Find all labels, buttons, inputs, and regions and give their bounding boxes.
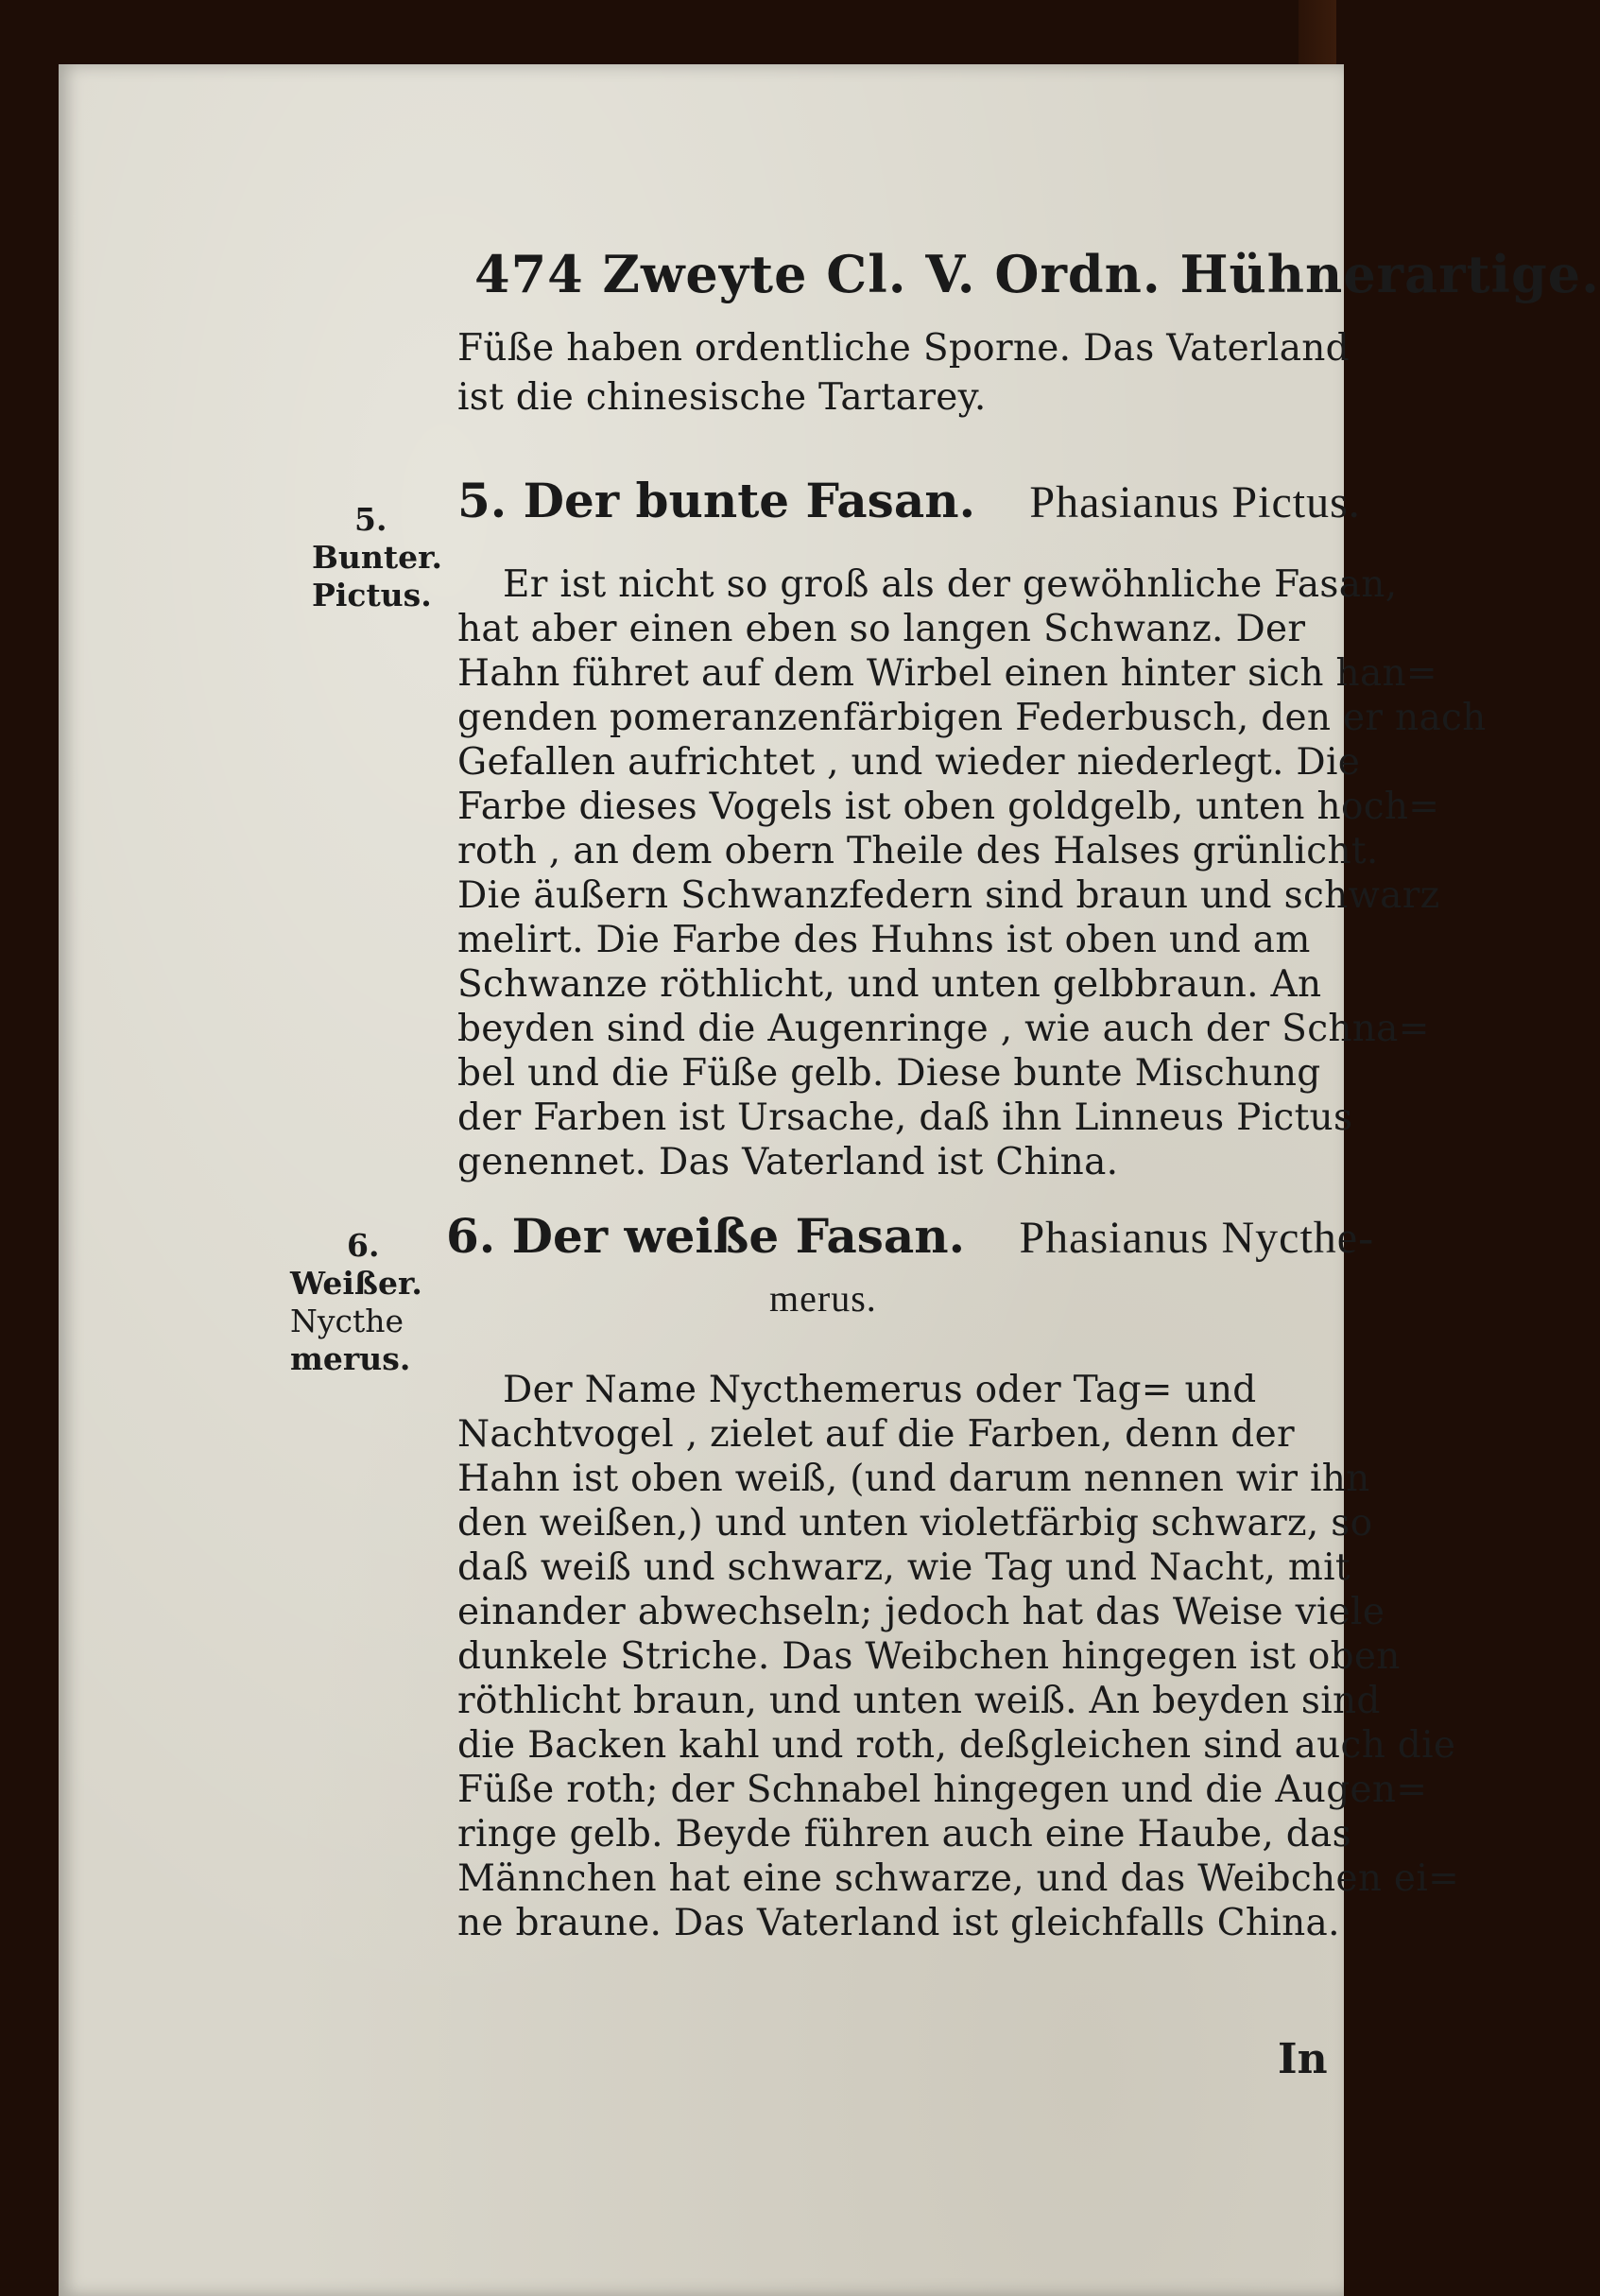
section-5-line: Hahn führet auf dem Wirbel einen hinter sich han=: [457, 652, 1437, 695]
section-5-line: Schwanze röthlicht, und unten gelbbraun. An: [457, 963, 1322, 1006]
section-5-line: Gefallen aufrichtet , und wieder niederlegt. Die: [457, 741, 1361, 784]
margin-note-name: Weißer.: [290, 1265, 422, 1302]
section-6-line: Der Name Nycthemerus oder Tag= und: [503, 1369, 1257, 1411]
section-5-line: beyden sind die Augenringe , wie auch der Schna=: [457, 1008, 1430, 1050]
section-6-line: Nachtvogel , zielet auf die Farben, denn der: [457, 1413, 1295, 1456]
section-6-line: ringe gelb. Beyde führen auch eine Haube, das: [457, 1813, 1351, 1856]
section-6-line: die Backen kahl und roth, deßgleichen sind auch die: [457, 1724, 1456, 1767]
intro-line: Füße haben ordentliche Sporne. Das Vaterland: [457, 327, 1350, 370]
running-header: 474 Zweyte Cl. V. Ordn. Hühnerartige.: [474, 244, 1600, 304]
section-5-line: melirt. Die Farbe des Huhns ist oben und am: [457, 919, 1311, 961]
section-6-latin-continuation: merus.: [769, 1277, 877, 1320]
section-6-latin-name: Phasianus Nycthe-: [1019, 1213, 1375, 1263]
section-6-line: ne braune. Das Vaterland ist gleichfalls China.: [457, 1902, 1340, 1944]
section-6-line: den weißen,) und unten violetfärbig schwarz, so: [457, 1502, 1373, 1545]
section-6-line: Hahn ist oben weiß, (und darum nennen wir ihn: [457, 1458, 1370, 1500]
section-5-line: roth , an dem obern Theile des Halses grünlicht.: [457, 830, 1379, 872]
section-6-line: dunkele Striche. Das Weibchen hingegen ist oben: [457, 1635, 1401, 1678]
section-5-line: Die äußern Schwanzfedern sind braun und schwarz: [457, 874, 1440, 917]
section-6-line: Männchen hat eine schwarze, und das Weibchen ei=: [457, 1857, 1460, 1900]
section-6-title: 6. Der weiße Fasan.: [446, 1208, 966, 1264]
catchword: In: [1278, 2035, 1328, 2083]
section-5-line: Farbe dieses Vogels ist oben goldgelb, unten hoch=: [457, 785, 1440, 828]
section-5-line: Er ist nicht so groß als der gewöhnliche Fasan,: [503, 563, 1398, 606]
section-6-line: einander abwechseln; jedoch hat das Weise viele: [457, 1591, 1385, 1633]
section-5-heading: [457, 473, 1361, 528]
section-5-latin-name: Phasianus Pictus.: [1029, 477, 1361, 527]
section-5-line: der Farben ist Ursache, daß ihn Linneus Pictus: [457, 1096, 1353, 1139]
section-6-line: Füße roth; der Schnabel hingegen und die Augen=: [457, 1769, 1428, 1811]
section-5-title: 5. Der bunte Fasan.: [457, 473, 975, 528]
section-5-line: bel und die Füße gelb. Diese bunte Mischung: [457, 1052, 1321, 1095]
section-6-line: röthlicht braun, und unten weiß. An beyden sind: [457, 1680, 1381, 1722]
section-5-line: hat aber einen eben so langen Schwanz. Der: [457, 608, 1306, 650]
margin-note-latin: Nycthe: [290, 1303, 404, 1339]
section-5-line: genennet. Das Vaterland ist China.: [457, 1141, 1119, 1183]
section-6-line: daß weiß und schwarz, wie Tag und Nacht, mit: [457, 1546, 1351, 1589]
margin-note-5: [312, 501, 442, 614]
margin-note-latin: merus.: [290, 1340, 411, 1377]
section-6-heading: [446, 1208, 1374, 1264]
book-page: [59, 64, 1600, 2296]
margin-note-name: Bunter.: [312, 539, 442, 576]
margin-note-number: 5.: [354, 501, 387, 538]
margin-note-latin: Pictus.: [312, 577, 432, 613]
section-5-line: genden pomeranzenfärbigen Federbusch, den er nach: [457, 697, 1487, 739]
margin-note-number: 6.: [347, 1227, 380, 1264]
intro-line: ist die chinesische Tartarey.: [457, 376, 987, 419]
margin-note-6: [290, 1227, 422, 1378]
